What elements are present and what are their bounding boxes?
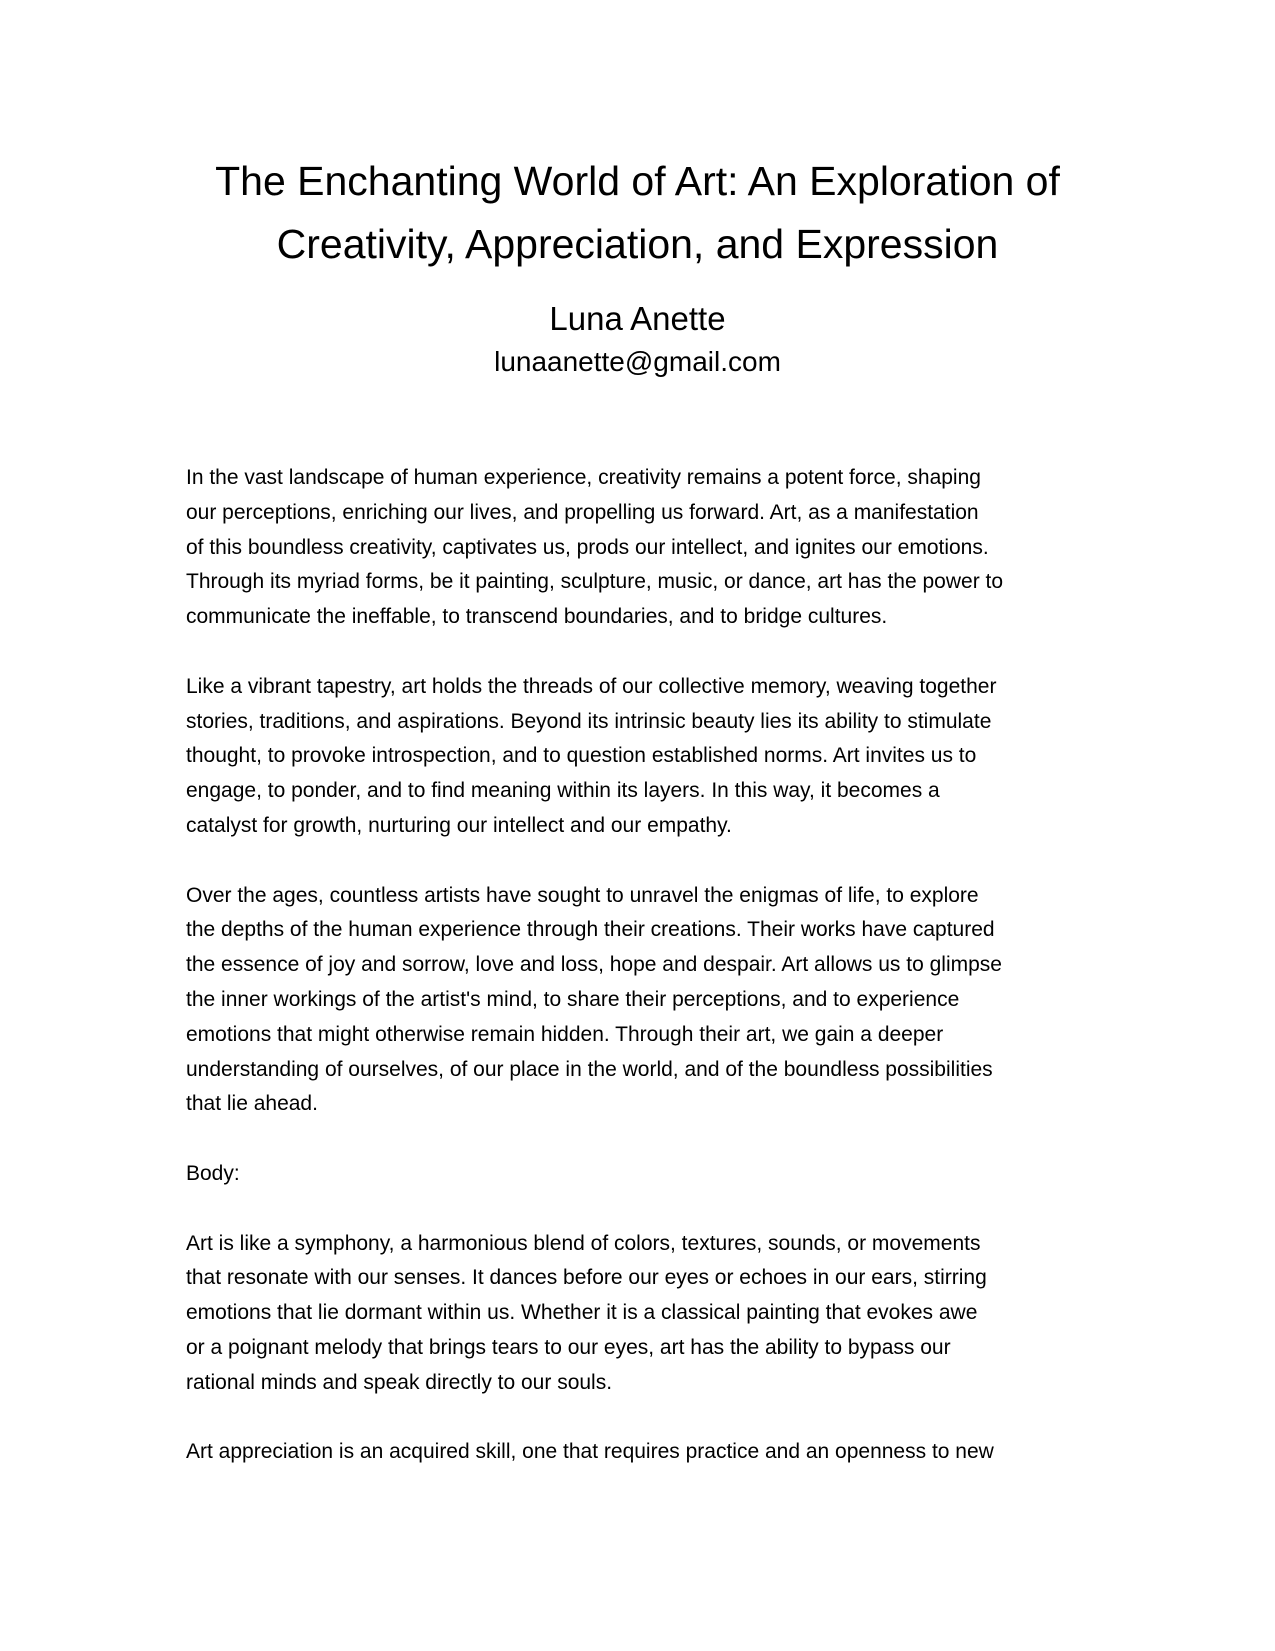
document-title xyxy=(150,150,1125,276)
text-line: the inner workings of the artist's mind, to share their perceptions, and to experience xyxy=(186,987,960,1011)
text-line: that resonate with our senses. It dances before our eyes or echoes in our ears, stirring xyxy=(186,1266,987,1290)
text-line: or a poignant melody that brings tears to our eyes, art has the ability to bypass our xyxy=(186,1335,951,1359)
paragraph-gap xyxy=(186,1401,1091,1436)
text-line: emotions that might otherwise remain hidden. Through their art, we gain a deeper xyxy=(186,1022,944,1046)
author-name: Luna Anette xyxy=(549,300,726,337)
section-label: Body: xyxy=(186,1161,240,1185)
text-line: Through its myriad forms, be it painting, sculpture, music, or dance, art has the power to xyxy=(186,570,1004,594)
text-line: thought, to provoke introspection, and to question established norms. Art invites us to xyxy=(186,744,977,768)
text-line: our perceptions, enriching our lives, and propelling us forward. Art, as a manifestation xyxy=(186,500,979,524)
text-line: the essence of joy and sorrow, love and loss, hope and despair. Art allows us to glimpse xyxy=(186,953,1002,977)
author-email: lunaanette@gmail.com xyxy=(494,346,781,377)
text-line: engage, to ponder, and to find meaning within its layers. In this way, it becomes a xyxy=(186,779,940,803)
title-line: Creativity, Appreciation, and Expression xyxy=(276,221,999,267)
text-line: Like a vibrant tapestry, art holds the threads of our collective memory, weaving together xyxy=(186,674,997,698)
body-text xyxy=(186,461,1091,1470)
text-line: Art is like a symphony, a harmonious blend of colors, textures, sounds, or movements xyxy=(186,1231,981,1255)
paragraph-gap xyxy=(186,1122,1091,1157)
title-line: The Enchanting World of Art: An Exploration of xyxy=(215,158,1060,204)
paragraph-gap xyxy=(186,635,1091,670)
text-line: stories, traditions, and aspirations. Beyond its intrinsic beauty lies its ability to stimulate xyxy=(186,709,992,733)
text-line: understanding of ourselves, of our place in the world, and of the boundless possibilities xyxy=(186,1057,993,1081)
text-line: catalyst for growth, nurturing our intellect and our empathy. xyxy=(186,813,732,837)
text-line: Art appreciation is an acquired skill, one that requires practice and an openness to new xyxy=(186,1440,994,1464)
paragraph-gap xyxy=(186,1192,1091,1227)
text-line: rational minds and speak directly to our souls. xyxy=(186,1370,613,1394)
text-line: that lie ahead. xyxy=(186,1092,318,1116)
text-line: communicate the ineffable, to transcend boundaries, and to bridge cultures. xyxy=(186,605,888,629)
text-line: the depths of the human experience through their creations. Their works have captured xyxy=(186,918,995,942)
text-line: of this boundless creativity, captivates us, prods our intellect, and ignites our emotions. xyxy=(186,535,989,559)
paragraph-gap xyxy=(186,844,1091,879)
text-line: emotions that lie dormant within us. Whether it is a classical painting that evokes awe xyxy=(186,1301,978,1325)
text-line: In the vast landscape of human experience, creativity remains a potent force, shaping xyxy=(186,466,981,489)
text-line: Over the ages, countless artists have sought to unravel the enigmas of life, to explore xyxy=(186,883,979,907)
